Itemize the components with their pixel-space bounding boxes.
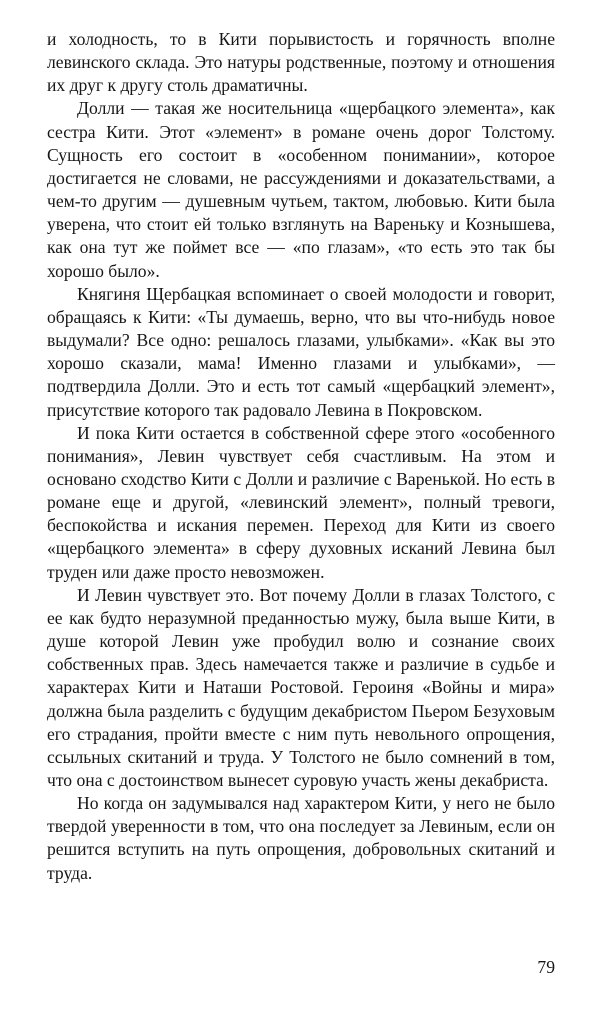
page-number: 79 [537, 957, 555, 977]
paragraph-3: Княгиня Щербацкая вспоминает о своей молодости и говорит, обращаясь к Кити: «Ты думаешь, верно, что вы что-нибудь новое выдумали? Все одно: решалось глазами, улыбками». «Как вы это хорошо сказали, мама! Именно глазами и улыбками», — подтвердила Долли. Это и есть тот самый «щербацкий элемент», присутствие которого так радовало Левина в Покровском. [47, 283, 555, 420]
paragraph-5: И Левин чувствует это. Вот почему Долли в глазах Толстого, с ее как будто неразумной преданностью мужу, была выше Кити, в душе которой Левин уже пробудил волю и сознание своих собственных прав. Здесь намечается также и различие в судьбе и характерах Кити и Наташи Ростовой. Героиня «Войны и мира» должна была разделить с будущим декабристом Пьером Безуховым его страдания, пройти вместе с ним путь невольного опрощения, ссыльных скитаний и труда. У Толстого не было сомнений в том, что она с достоинством вынесет суровую участь жены декабриста. [47, 584, 555, 790]
paragraph-6: Но когда он задумывался над характером Кити, у него не было твердой уверенности в том, что она последует за Левиным, если он решится вступить на путь опрощения, добровольных скитаний и труда. [47, 793, 555, 883]
body-text [47, 28, 555, 885]
paragraph-2: Долли — такая же носительница «щербацкого элемента», как сестра Кити. Этот «элемент» в романе очень дорог Толстому. Сущность его состоит в «особенном понимании», которое достигается не словами, не рассуждениями и доказательствами, а чем-то другим — душевным чутьем, тактом, любовью. Кити была уверена, что стоит ей только взглянуть на Вареньку и Кознышева, как она тут же поймет все — «по глазам», «то есть это так бы хорошо было». [47, 98, 555, 281]
paragraph-1: и холодность, то в Кити порывистость и горячность вполне левинского склада. Это натуры родственные, поэтому и отношения их друг к другу столь драматичны. [47, 29, 555, 96]
paragraph-4: И пока Кити остается в собственной сфере этого «особенного понимания», Левин чувствует себя счастливым. На этом и основано сходство Кити с Долли и различие с Варенькой. Но есть в романе еще и другой, «левинский элемент», полный тревоги, беспокойства и искания перемен. Переход для Кити из своего «щербацкого элемента» в сферу духовных исканий Левина был труден или даже просто невозможен. [47, 422, 555, 582]
